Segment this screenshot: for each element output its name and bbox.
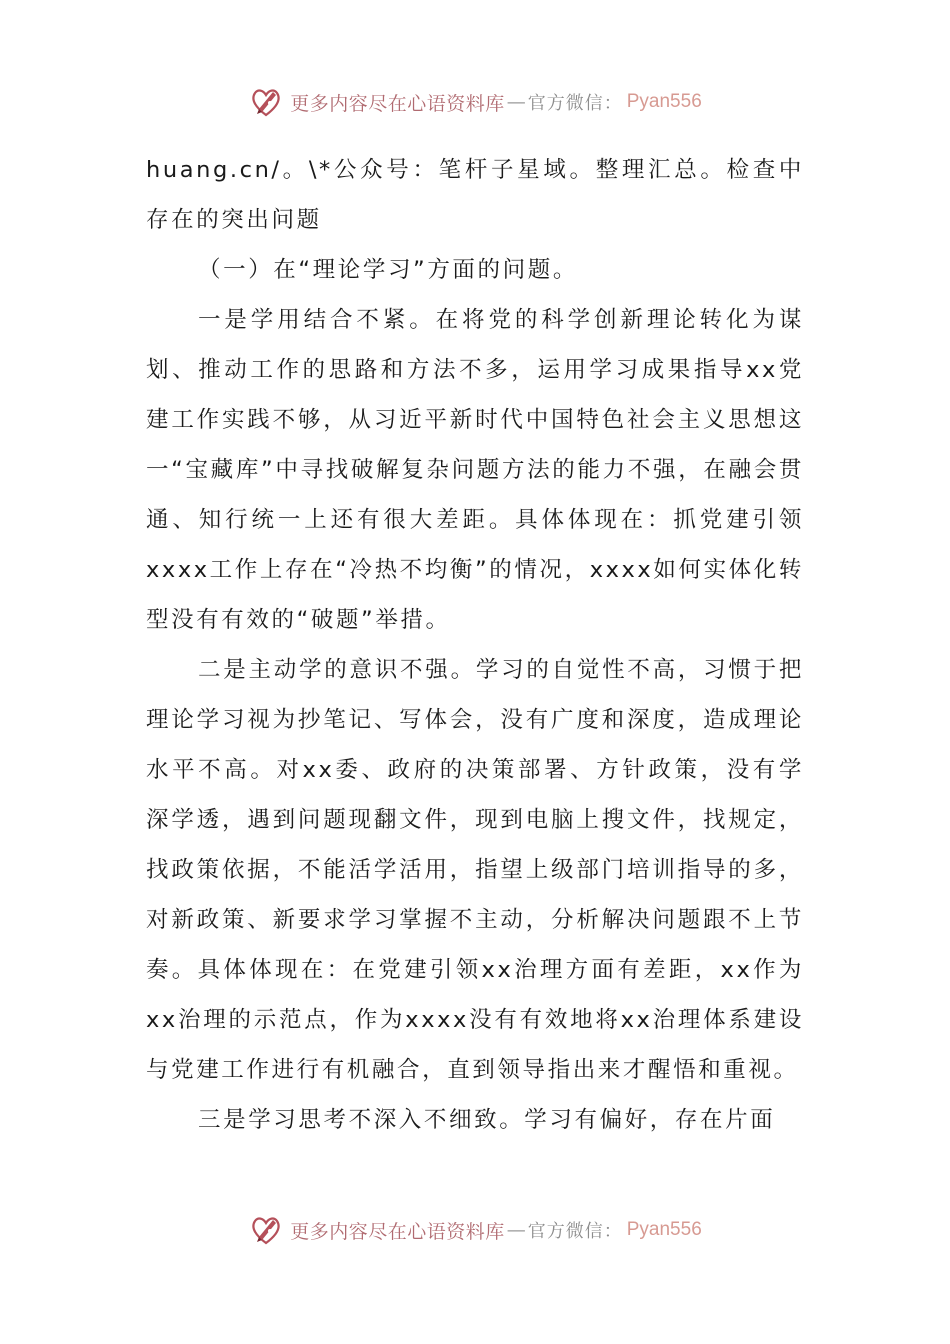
banner-site-text: 更多内容尽在心语资料库	[290, 1220, 505, 1243]
banner-separator: —	[506, 91, 526, 113]
banner-wechat-id: Pyan556	[626, 1219, 702, 1240]
banner-wechat-label: 官方微信：	[527, 93, 623, 114]
paragraph-point-2: 二是主动学的意识不强。学习的自觉性不高，习惯于把理论学习视为抄笔记、写体会，没有广度和深度，造成理论水平不高。对xx委、政府的决策部署、方针政策，没有学深学透，遇到问题现翻文件，现到电脑上搜文件，找规定，找政策依据，不能活学活用，指望上级部门培训指导的多，对新政策、新要求学习掌握不主动，分析解决问题跟不上节奏。具体体现在：在党建引领xx治理方面有差距，xx作为xx治理的示范点，作为xxxx没有有效地将xx治理体系建设与党建工作进行有机融合，直到领导指出来才醒悟和重视。	[146, 657, 804, 1083]
paragraph-point-3: 三是学习思考不深入不细致。学习有偏好，存在片面	[198, 1107, 776, 1133]
banner-separator: —	[506, 1219, 526, 1241]
banner-wechat-id: Pyan556	[626, 91, 702, 112]
paragraph-intro: huang.cn/。\*公众号：笔杆子星域。整理汇总。检查中存在的突出问题	[146, 157, 804, 233]
banner-wechat-label: 官方微信：	[527, 1221, 623, 1242]
document-body	[146, 145, 804, 1145]
footer-banner	[0, 1208, 950, 1252]
pen-heart-logo-icon	[248, 84, 284, 120]
paragraph-point-1: 一是学用结合不紧。在将党的科学创新理论转化为谋划、推动工作的思路和方法不多，运用学习成果指导xx党建工作实践不够，从习近平新时代中国特色社会主义思想这一“宝藏库”中寻找破解复杂问题方法的能力不强，在融会贯通、知行统一上还有很大差距。具体体现在：抓党建引领xxxx工作上存在“冷热不均衡”的情况，xxxx如何实体化转型没有有效的“破题”举措。	[146, 307, 804, 633]
section-heading: （一）在“理论学习”方面的问题。	[198, 257, 578, 283]
banner-site-text: 更多内容尽在心语资料库	[290, 92, 505, 115]
pen-heart-logo-icon	[248, 1212, 284, 1248]
header-banner	[0, 80, 950, 124]
